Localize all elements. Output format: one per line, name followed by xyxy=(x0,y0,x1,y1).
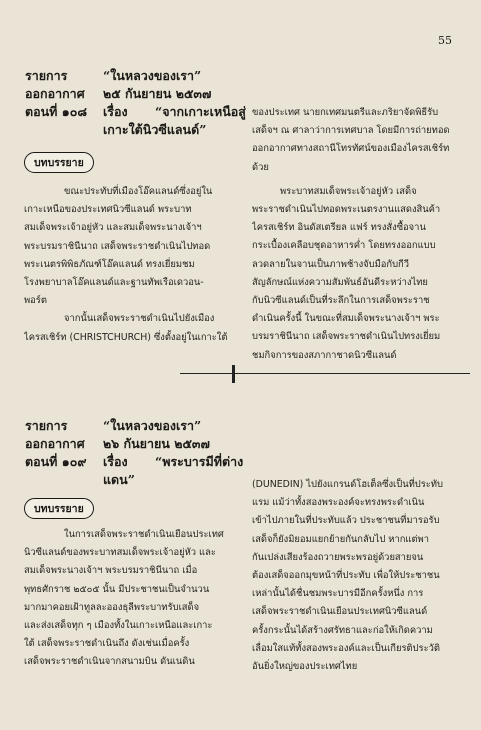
text-line: เลื่อมใสแท้ทั้งสองพระองค์และเป็นเกียรติประวัติ xyxy=(252,642,440,654)
text-line: ใต้ เสด็จพระราชดำเนินถึง ดังเช่นเมื่อครั้ง xyxy=(24,638,190,650)
section-divider xyxy=(180,373,470,374)
text-line: เสด็จก็ยังมิยอมแยกย้ายกันกลับไป หากแต่พา xyxy=(252,533,429,545)
text-line: ครั้งกระนั้นได้สร้างศรัทธาและก่อให้เกิดความ xyxy=(252,624,433,636)
topic-line-2: แดน” xyxy=(103,472,135,487)
program-title: “ในหลวงของเรา” xyxy=(103,68,202,83)
text-line: ด้วย xyxy=(252,161,269,173)
text-line: อันยิ่งใหญ่ของประเทศไทย xyxy=(252,661,358,673)
episode-row xyxy=(25,102,275,120)
text-line: พระราชดำเนินไปทอดพระเนตรงานแสดงสินค้า xyxy=(252,204,441,216)
text-line: พระบรมราชินีนาถ เสด็จพระราชดำเนินไปทอด xyxy=(24,240,211,252)
text-line: ต้องเสด็จออกมุขหน้าที่ประทับ เพื่อให้ประชาชน xyxy=(252,570,440,582)
episode-label: ตอนที่ ๑๐๘ xyxy=(25,104,87,119)
text-line: ขณะประทับที่เมืองโอ๊คแลนด์ซึ่งอยู่ใน xyxy=(64,186,213,197)
text-line: ไครสเชิร์ท (CHRISTCHURCH) ซึ่งตั้งอยู่ในเกาะใต้ xyxy=(24,331,228,343)
episode-header xyxy=(25,416,275,488)
broadcast-label: ออกอากาศ xyxy=(25,436,85,451)
narration-badge: บทบรรยาย xyxy=(24,152,94,173)
text-line: สัญลักษณ์แห่งความสัมพันธ์อันดีระหว่างไทย xyxy=(252,276,428,288)
text-line: กระเบื้องเคลือบชุดอาหารค่ำ โดยทรงออกแบบ xyxy=(252,240,436,252)
text-line: โรงพยาบาลโอ๊คแลนด์และฐานทัพเรือเดวอน- xyxy=(24,277,204,289)
text-column-left xyxy=(24,526,234,672)
text-line: พระเนตรพิพิธภัณฑ์โอ๊คแลนด์ ทรงเยี่ยมชม xyxy=(24,258,195,270)
text-line: เข้าไปภายในที่ประทับแล้ว ประชาชนที่มารอรับ xyxy=(252,515,440,527)
text-line: เสด็จฯ ณ ศาลาว่าการเทศบาล โดยมีการถ่ายทอด xyxy=(252,125,450,137)
text-line: พอร์ต xyxy=(24,295,47,307)
topic-line-1: “พระบารมีที่ต่าง xyxy=(155,454,244,469)
text-line: ไครสเชิร์ท อินดัสเตรียล แฟร์ ทรงสั่งซื้อจาน xyxy=(252,222,426,234)
text-line: (DUNEDIN) ไปยังแกรนด์โฮเต็ลซึ่งเป็นที่ประทับ xyxy=(252,479,443,490)
text-line: นิวซีแลนด์ของพระบาทสมเด็จพระเจ้าอยู่หัว และ xyxy=(24,547,216,559)
topic-row-2 xyxy=(25,120,275,138)
text-line: จากนั้นเสด็จพระราชดำเนินไปยังเมือง xyxy=(64,313,215,325)
text-line: มากมาคอยเฝ้าทูลละอองธุลีพระบาทรับเสด็จ xyxy=(24,601,200,613)
text-line: สมเด็จพระเจ้าอยู่หัว และสมเด็จพระนางเจ้าฯ xyxy=(24,222,202,234)
broadcast-date: ๒๖ กันยายน ๒๕๓๗ xyxy=(103,436,210,451)
broadcast-label: ออกอากาศ xyxy=(25,86,85,101)
episode-section-109 xyxy=(0,412,481,722)
text-line: พระบาทสมเด็จพระเจ้าอยู่หัว เสด็จ xyxy=(280,185,417,197)
program-row xyxy=(25,416,275,434)
divider-mark xyxy=(232,365,235,383)
text-line: ในการเสด็จพระราชดำเนินเยือนประเทศ xyxy=(64,529,224,540)
text-line: เสด็จพระราชดำเนินเยือนประเทศนิวซีแลนด์ xyxy=(252,606,428,618)
broadcast-row xyxy=(25,84,275,102)
episode-label: ตอนที่ ๑๐๙ xyxy=(25,454,87,469)
episode-section-108 xyxy=(0,62,481,362)
program-label: รายการ xyxy=(25,418,68,433)
topic-label: เรื่อง xyxy=(103,104,128,119)
text-line: และส่งเสด็จทุก ๆ เมืองทั้งในเกาะเหนือและเกาะ xyxy=(24,620,213,632)
text-column-right xyxy=(252,104,462,365)
text-line: ลวดลายในจานเป็นภาพช้างจับมือกับกีวี xyxy=(252,258,409,270)
text-line: ชมกิจการของสภากาชาดนิวซีแลนด์ xyxy=(252,349,397,361)
topic-line-2: เกาะใต้นิวซีแลนด์” xyxy=(103,122,207,137)
text-column-left xyxy=(24,183,234,347)
text-line: สมเด็จพระนางเจ้าฯ พระบรมราชินีนาถ เมื่อ xyxy=(24,565,198,577)
text-line: แรม แม้ว่าทั้งสองพระองค์จะทรงพระดำเนิน xyxy=(252,497,425,509)
text-line: เกาะเหนือของประเทศนิวซีแลนด์ พระบาท xyxy=(24,204,192,216)
broadcast-date: ๒๕ กันยายน ๒๕๓๗ xyxy=(103,86,212,101)
episode-header xyxy=(25,66,275,138)
text-line: บรมราชินีนาถ เสด็จพระราชดำเนินไปทรงเยี่ยม xyxy=(252,331,441,343)
episode-row xyxy=(25,452,275,470)
page-number: 55 xyxy=(438,34,452,47)
text-line: เสด็จพระราชดำเนินจากสนามบิน ดันเนดิน xyxy=(24,656,195,668)
topic-line-1: “จากเกาะเหนือสู่ xyxy=(155,104,246,119)
broadcast-row xyxy=(25,434,275,452)
text-line: เหล่านั้นได้ชื่นชมพระบารมีอีกครั้งหนึ่ง การ xyxy=(252,588,424,600)
text-line: ออกอากาศทางสถานีโทรทัศน์ของเมืองไครสเชิร์ท xyxy=(252,143,450,155)
text-line: ของประเทศ นายกเทศมนตรีและภริยาจัดพิธีรับ xyxy=(252,107,439,118)
text-column-right xyxy=(252,476,462,676)
text-line: พุทธศักราช ๒๕๐๕ นั้น มีประชาชนเป็นจำนวน xyxy=(24,583,210,595)
text-line: ดำเนินครั้งนี้ ในขณะที่สมเด็จพระนางเจ้าฯ พระ xyxy=(252,313,440,325)
narration-badge: บทบรรยาย xyxy=(24,498,94,519)
text-line: กันเปล่งเสียงร้องถวายพระพรอยู่ด้วยสายจน xyxy=(252,551,424,563)
program-label: รายการ xyxy=(25,68,68,83)
text-line: กับนิวซีแลนด์เป็นที่ระลึกในการเสด็จพระราช xyxy=(252,295,430,307)
topic-label: เรื่อง xyxy=(103,454,128,469)
program-title: “ในหลวงของเรา” xyxy=(103,418,202,433)
program-row xyxy=(25,66,275,84)
topic-row-2 xyxy=(25,470,275,488)
